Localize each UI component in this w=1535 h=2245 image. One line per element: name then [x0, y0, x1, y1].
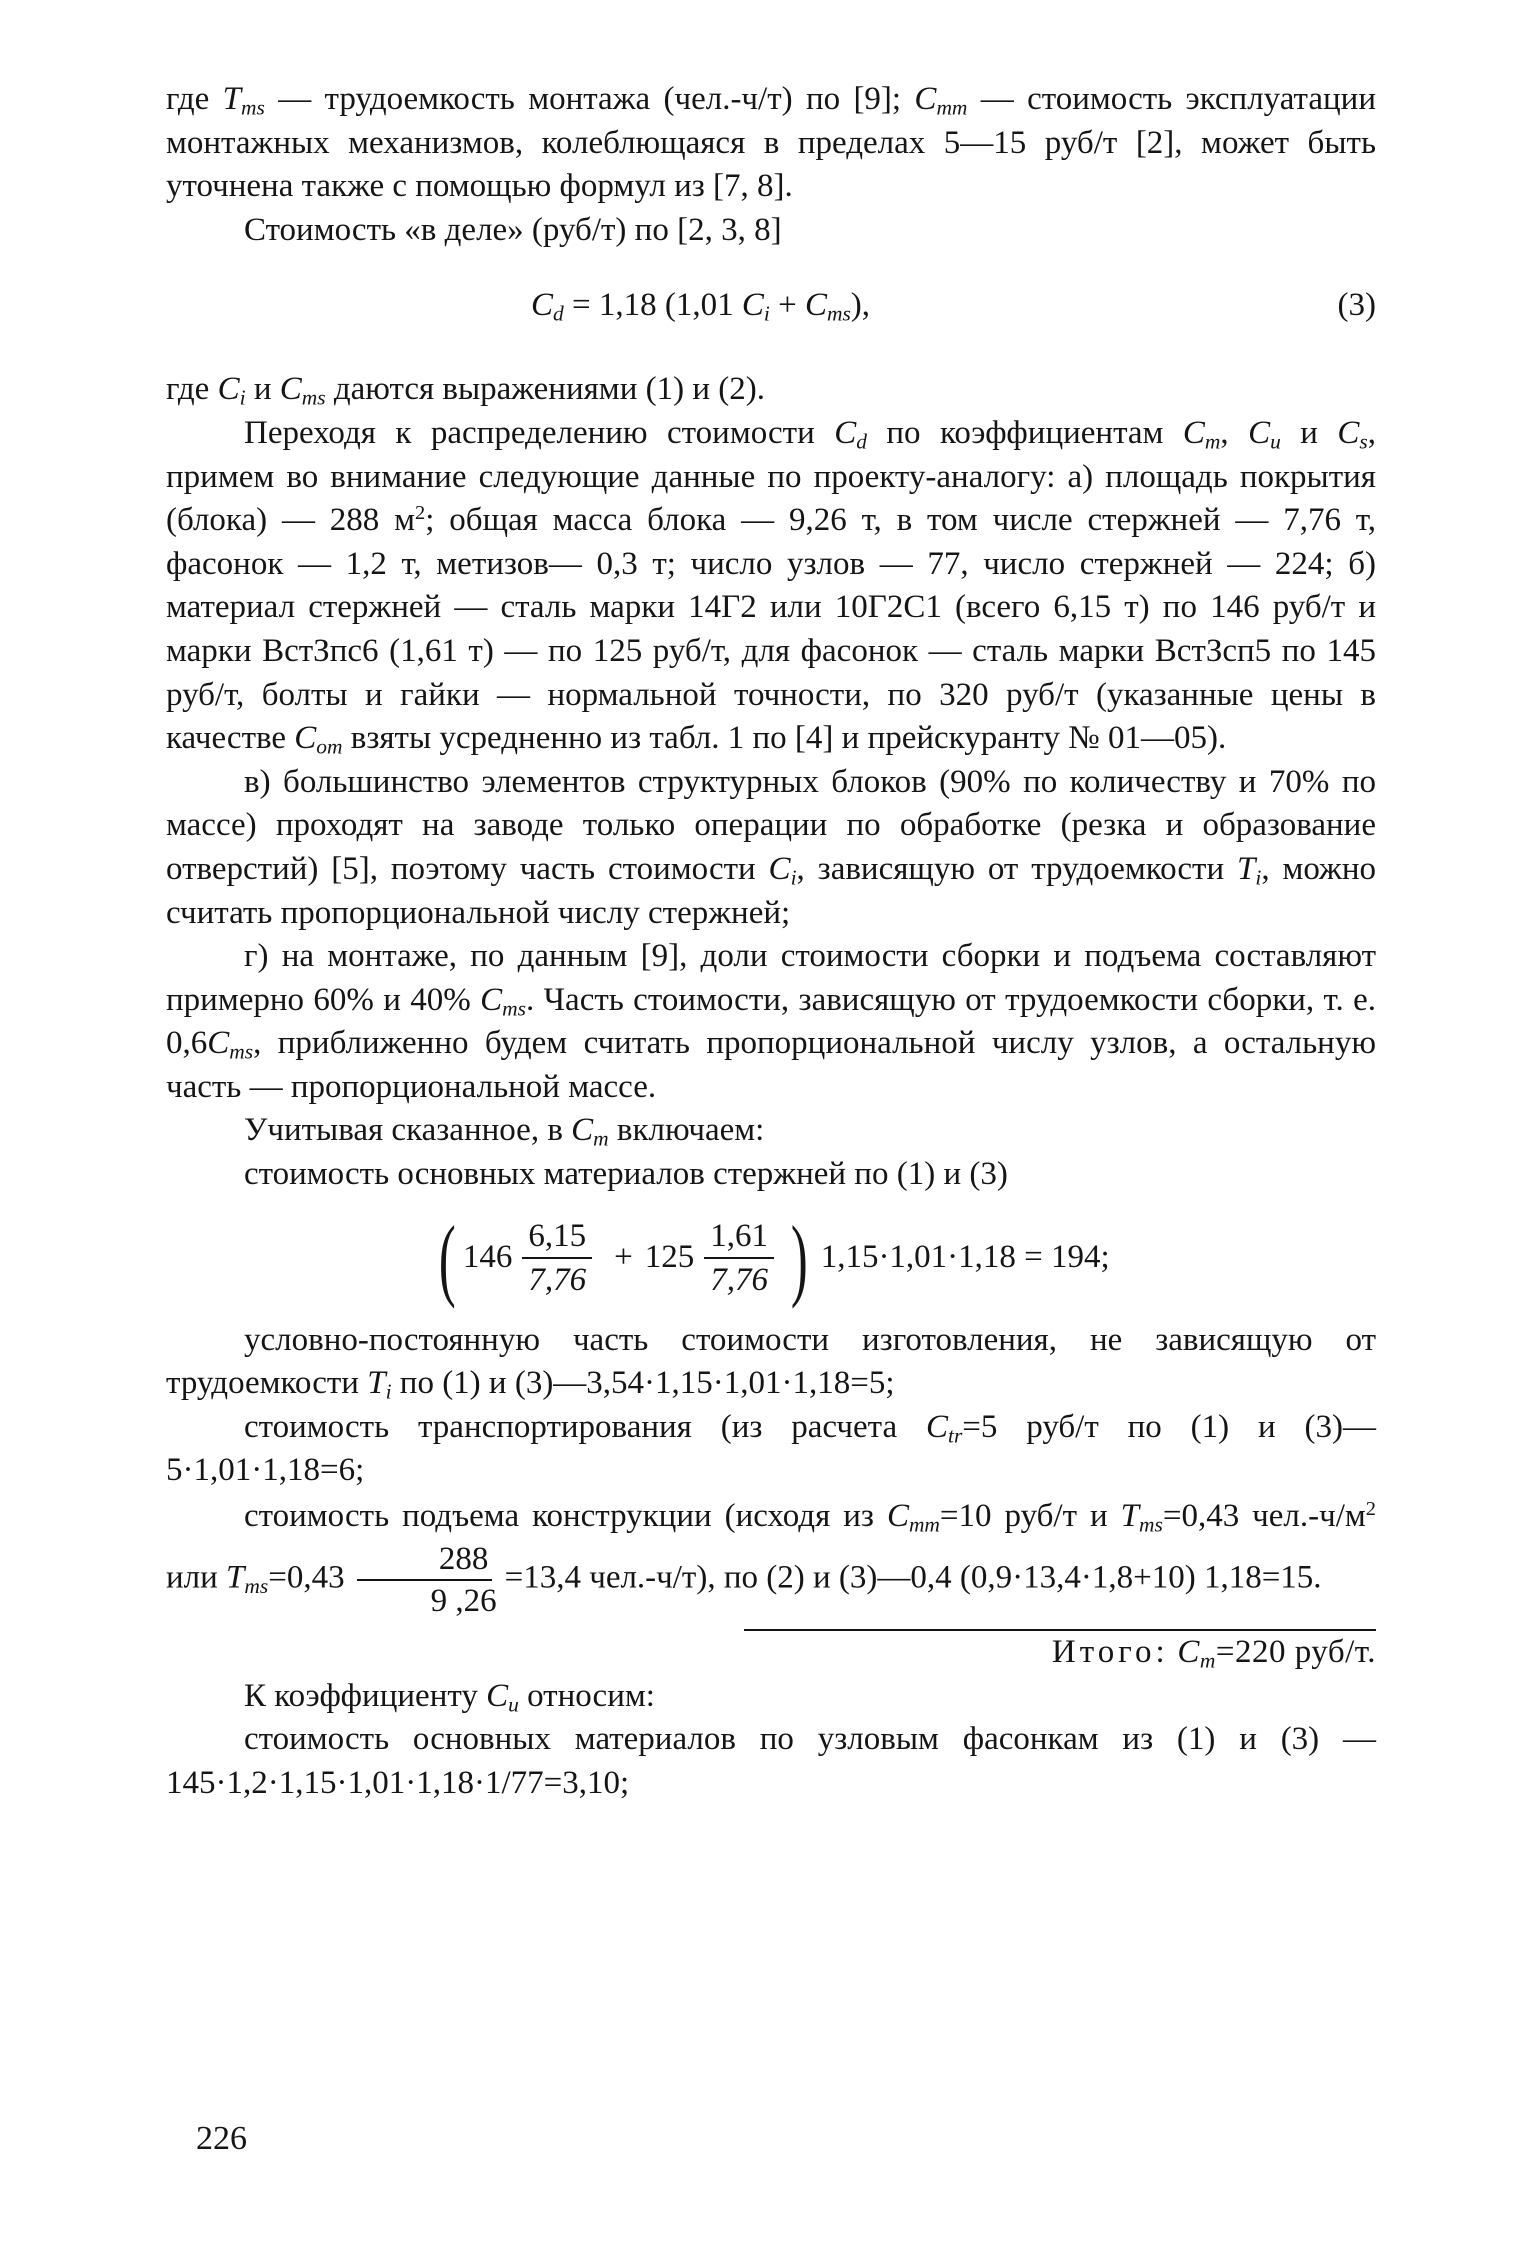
term2-denominator: 7,76 — [710, 1261, 769, 1298]
term1-fraction — [522, 1215, 592, 1301]
p1-text: где $T_{ms}$ — трудоемкость монтажа (чел.-ч/т) по [9]; $C_{mm}$ — стоимость эксплуатации монтажных механизмов, колеблющаяся в пределах 5—15 руб/т [2], может быть уточнена также с помощью формул из [7, 8]. — [166, 81, 1376, 205]
paragraph-2: Стоимость «в деле» (руб/т) по [2, 3, 8] — [244, 211, 782, 248]
lift-fraction — [349, 1539, 501, 1621]
term1-numerator: 6,15 — [522, 1215, 592, 1259]
paragraph-11: стоимость подъема конструкции (исходя из $C_{mm}=10$ руб/т и $T_{ms}=0,43$ $чел.-ч/м^2$ или $T_{ms}=0,43$ $\frac{288}{9 ,26}$ =13,4 чел.-ч/т), по (2) и (3)—0,4 (0,9·13,4·1,8+10) 1,18=15. — [166, 1497, 1377, 1620]
lift-fraction-denominator: 9 ,26 — [430, 1583, 497, 1620]
formula-tail: 1,15·1,01·1,18 = 194; — [820, 1238, 1110, 1275]
paragraph-13: стоимость основных материалов по узловым фасонкам из (1) и (3) — 145·1,2·1,15·1,01·1,18·1/77=3,10; — [166, 1721, 1376, 1801]
paragraph-1 — [166, 78, 1376, 209]
paragraph-3: где $C_i$ и $C_{ms}$ даются выражениями (1) и (2). — [166, 371, 765, 410]
left-paren: ( — [439, 1206, 457, 1309]
right-paren: ) — [790, 1206, 808, 1309]
paragraph-10: стоимость транспортирования (из расчета $C_{tr}=5$ руб/т по (1) и (3)—5·1,01·1,18=6; — [166, 1408, 1376, 1489]
paragraph-7: Учитывая сказанное, в $C_m$ включаем: — [244, 1112, 765, 1151]
paragraph-5: в) большинство элементов структурных блоков (90% по количеству и 70% по массе) проходят на заводе только операции по обработке (резка и образование отверстий) [5], поэтому часть стоимости $C_i$, зависящую от трудоемкости $T_i$, можно считать пропорциональной числу стержней; — [166, 763, 1376, 931]
paragraph-9: условно-постоянную часть стоимости изготовления, не зависящую от трудоемкости $T_i$ по (1) и (3)—3,54·1,15·1,01·1,18=5; — [166, 1321, 1376, 1404]
term2-fraction — [704, 1215, 774, 1301]
equation-3 — [166, 262, 1376, 352]
paragraph-6: г) на монтаже, по данным [9], доли стоимости сборки и подъема составляют примерно 60% и 40% $C_{ms}$. Часть стоимости, зависящую от трудоемкости сборки, т. е. $0,6C_{ms}$, приближенно будем считать пропорциональной числу узлов, а остальную часть — пропорциональной массе. — [166, 938, 1376, 1105]
paragraph-4: Переходя к распределению стоимости $C_d$ по коэффициентам $C_m$, $C_u$ и $C_s$, примем во внимание следующие данные по проекту-аналогу: а) площадь покрытия (блока) — 288 $м^2$; общая масса блока — 9,26 т, в том числе стержней — 7,76 т, фасонок — 1,2 т, метизов— 0,3 т; число узлов — 77, число стержней — 224; б) материал стержней — сталь марки 14Г2 или 10Г2С1 (всего 6,15 т) по 146 руб/т и марки ВстЗпс6 (1,61 т) — по 125 руб/т, для фасонок — сталь марки ВстЗсп5 по 145 руб/т, болты и гайки — нормальной точности, по 320 руб/т (указанные цены в качестве $C_{om}$ взяты усредненно из табл. 1 по [4] и прейскуранту № 01—05). — [166, 414, 1376, 759]
equation-3-number: (3) — [1337, 287, 1376, 324]
total-label: Итого: — [1051, 1634, 1169, 1671]
total-line: Итого: $C_m=220$ руб/т. — [1051, 1634, 1376, 1673]
paragraph-8: стоимость основных материалов стержней по (1) и (3) — [244, 1156, 1008, 1193]
lift-fraction-numerator: 288 — [357, 1539, 493, 1581]
term2-numerator: 1,61 — [704, 1215, 774, 1259]
plus-sign: + — [614, 1238, 633, 1275]
term2-coef: 125 — [644, 1238, 695, 1275]
materials-formula — [166, 1199, 1376, 1317]
term1-denominator: 7,76 — [528, 1261, 587, 1298]
term1-coef: 146 — [462, 1238, 513, 1275]
page-text — [166, 78, 1376, 1805]
equation-3-body: $C_d = 1,18$ (1,01 $C_i + C_{ms}$), — [531, 287, 871, 326]
page-number: 226 — [196, 2120, 247, 2157]
paragraph-12: К коэффициенту $C_u$ относим: — [244, 1677, 655, 1716]
